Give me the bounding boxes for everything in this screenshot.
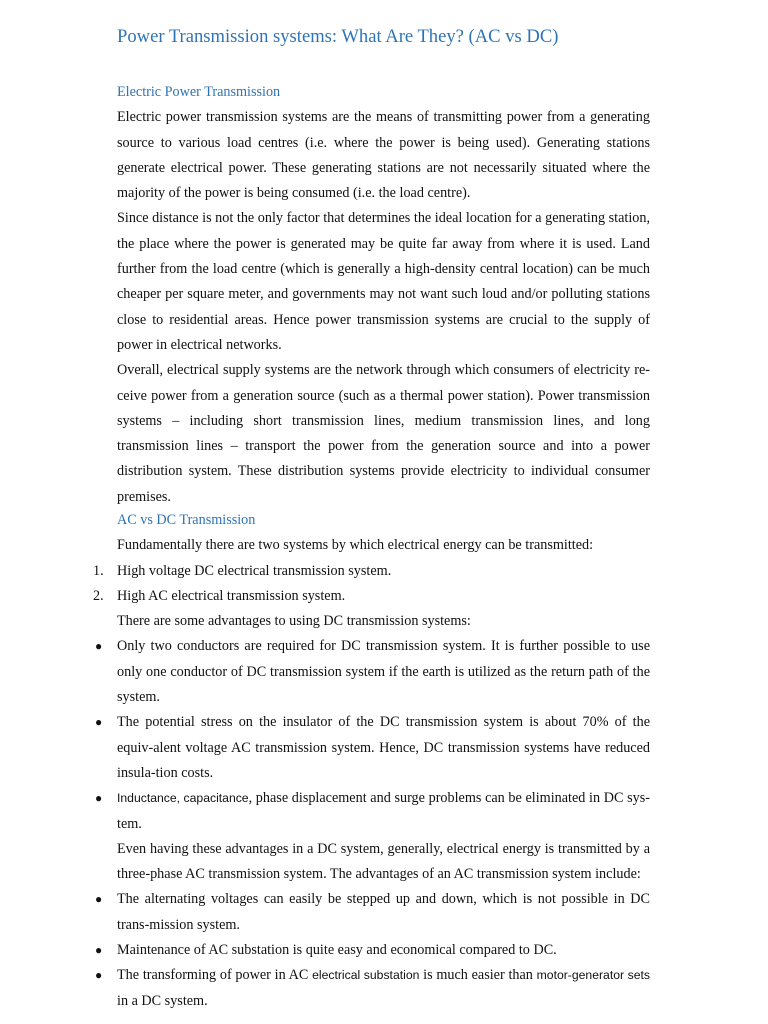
list-number: 2. <box>93 587 104 604</box>
capacitance-link[interactable]: capacitance <box>183 791 249 806</box>
bullet-icon: ● <box>95 791 103 806</box>
section-electric-power-transmission <box>117 80 650 510</box>
bullet-icon: ● <box>95 639 103 654</box>
bullet-icon: ● <box>95 968 103 983</box>
list-item-text: is much easier than <box>419 967 537 984</box>
bullet-list-item <box>95 710 650 786</box>
document-title: Power Transmission systems: What Are They? (AC vs DC) <box>117 26 559 47</box>
numbered-list-item <box>93 584 650 609</box>
intro-paragraph: Fundamentally there are two systems by which electrical energy can be transmitted: <box>117 537 594 554</box>
list-item-text: The alternating voltages can easily be stepped up and down, which is not possible in DC trans-mission system. <box>117 891 650 933</box>
section-heading: Electric Power Transmission <box>117 84 281 100</box>
list-item-text: in a DC system. <box>117 992 208 1009</box>
list-item-text: The transforming of power in AC <box>117 967 313 984</box>
bullet-list-item <box>95 786 650 837</box>
paragraph: Overall, electrical supply systems are the network through which consumers of electricity re-ceive power from a generation source (such as a thermal power station). Power transmission systems – including short transmission lines, medium transmission lines, and long transmission lines – transport the power from the generation source and into a power distribution system. These distribution systems provide electricity to individual consumer premises. <box>117 362 650 505</box>
section-heading: AC vs DC Transmission <box>117 512 256 528</box>
list-item-text: Only two conductors are required for DC transmission system. It is further possible to use only one conductor of DC transmission system if the earth is utilized as the return path of the system. <box>117 638 650 706</box>
motor-generator-sets-link[interactable]: motor-generator sets <box>536 968 650 983</box>
bullet-list-item <box>95 887 650 938</box>
paragraph: Electric power transmission systems are the means of transmitting power from a generating source to various load centres (i.e. where the power is being used). Generating stations generate electrical power. These generating stations are not necessarily situated where the majority of the power is being consumed (i.e. the load centre). <box>117 109 650 202</box>
list-item-text: High AC electrical transmission system. <box>117 587 346 604</box>
list-item-text: High voltage DC electrical transmission system. <box>117 562 392 579</box>
list-item-text: Maintenance of AC substation is quite easy and economical compared to DC. <box>117 942 557 959</box>
inductance-link[interactable]: Inductance <box>117 791 177 806</box>
dc-advantages-intro: There are some advantages to using DC transmission systems: <box>117 613 471 630</box>
ac-advantages-intro: Even having these advantages in a DC system, generally, electrical energy is transmitted by a three-phase AC transmission system. The advantages of an AC transmission system include: <box>117 840 650 883</box>
bullet-icon: ● <box>95 715 103 730</box>
bullet-icon: ● <box>95 892 103 907</box>
list-item-text: , phase displacement and surge problems can be eliminated in DC sys-tem. <box>117 790 650 832</box>
bullet-list-item <box>95 938 650 963</box>
list-item-text: The potential stress on the insulator of the DC transmission system is about 70% of the equiv-alent voltage AC transmission system. Hence, DC transmission systems have reduced insula-tion costs. <box>117 714 650 781</box>
separator-text: , <box>176 791 184 806</box>
bullet-list-item <box>95 963 650 1014</box>
numbered-list-item <box>93 559 650 584</box>
section-ac-vs-dc-transmission <box>93 508 650 1014</box>
bullet-icon: ● <box>95 943 103 958</box>
electrical-substation-link[interactable]: electrical substation <box>312 968 420 983</box>
paragraph: Since distance is not the only factor that determines the ideal location for a generating station, the place where the power is generated may be quite far away from where it is used. Land further from the load centre (which is generally a high-density central location) can be much cheaper per square meter, and governments may not want such loud and/or polluting stations close to residential areas. Hence power transmission systems are crucial to the supply of power in electrical networks. <box>117 210 650 353</box>
bullet-list-item <box>95 634 650 710</box>
list-number: 1. <box>93 562 104 579</box>
